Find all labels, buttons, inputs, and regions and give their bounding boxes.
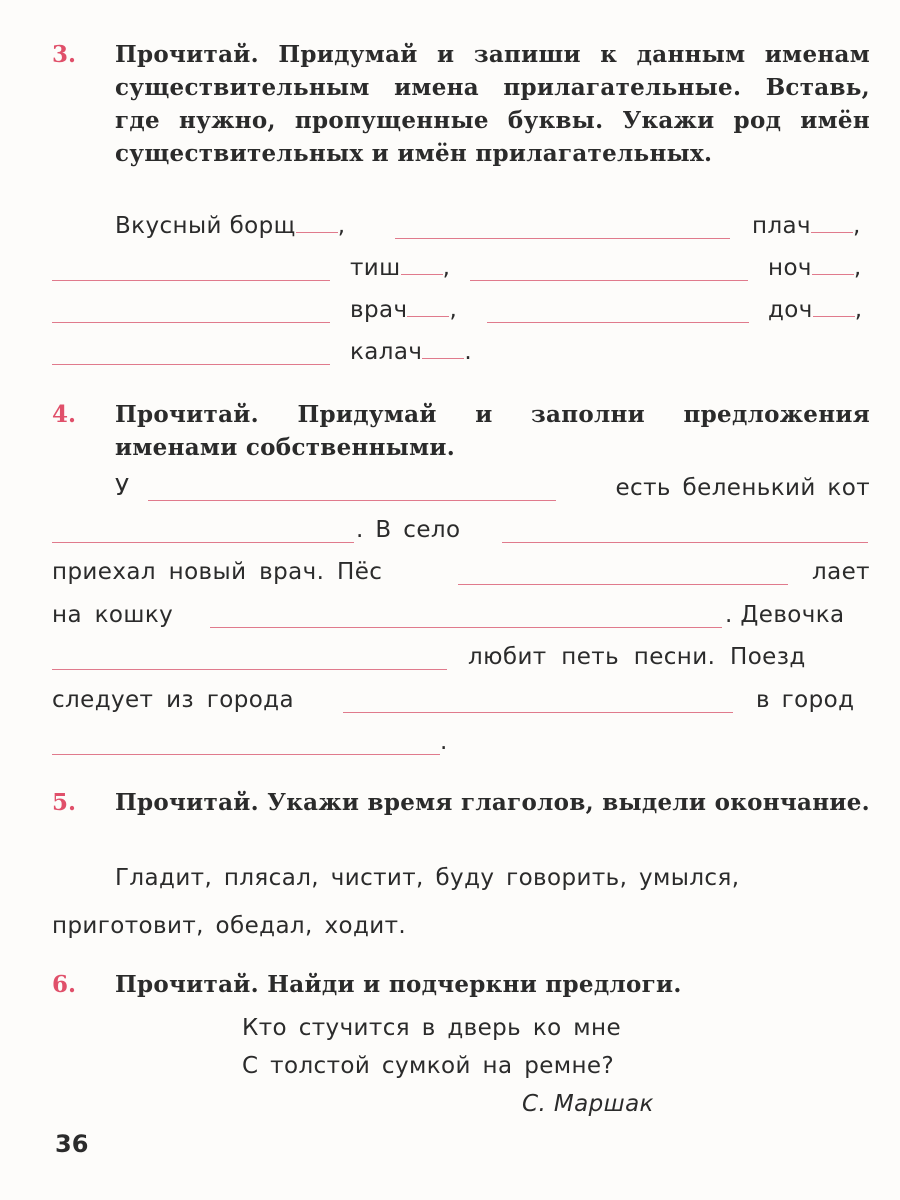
task-3-number: 3. (52, 41, 77, 68)
verb-list: приготовит, обедал, ходит. (52, 913, 407, 939)
verb-list: Гладит, плясал, чистит, буду говорить, умылся, (115, 865, 740, 891)
answer-line[interactable] (458, 584, 788, 585)
sentence-fragment: в город (756, 687, 855, 713)
sentence-fragment: любит петь песни. Поезд (468, 644, 806, 670)
sentence-fragment: следует из города (52, 687, 294, 713)
poem-line: С толстой сумкой на ремне? (242, 1053, 615, 1079)
sentence-fragment: . (440, 729, 448, 755)
answer-line[interactable] (52, 364, 330, 365)
word-borsch: Вкусный борщ , (115, 213, 346, 239)
answer-line[interactable] (52, 322, 330, 323)
word-doch: доч , (768, 297, 863, 323)
answer-line[interactable] (52, 280, 330, 281)
task-3-title: Прочитай. Придумай и запиши к данным именам существительным имена прилагательные. Вставь, где нужно, пропущенные буквы. Укажи род имён существительных и имён прилагательных. (115, 41, 870, 167)
answer-line[interactable] (148, 500, 556, 501)
answer-line[interactable] (52, 669, 447, 670)
sentence-fragment: лает (812, 559, 870, 585)
task-6-title: Прочитай. Найди и подчеркни предлоги. (115, 971, 682, 998)
answer-line[interactable] (487, 322, 749, 323)
sentence-fragment: на кошку (52, 602, 174, 628)
task-5-number: 5. (52, 789, 77, 816)
answer-line[interactable] (502, 542, 868, 543)
word-noch: ноч , (768, 255, 862, 281)
answer-line[interactable] (343, 712, 733, 713)
word-plach: плач , (752, 213, 861, 239)
task-5-title: Прочитай. Укажи время глаголов, выдели окончание. (115, 789, 870, 816)
word-vrach: врач , (350, 297, 458, 323)
page-number: 36 (55, 1130, 89, 1158)
answer-line[interactable] (52, 542, 354, 543)
poem-line: Кто стучится в дверь ко мне (242, 1015, 622, 1041)
sentence-fragment: . В село (356, 517, 461, 543)
answer-line[interactable] (52, 754, 440, 755)
word-tish: тиш , (350, 255, 451, 281)
task-4-title: Прочитай. Придумай и заполни предложения именами собственными. (115, 401, 870, 461)
sentence-fragment: есть беленький кот (615, 475, 870, 501)
word-kalach: калач . (350, 339, 473, 365)
answer-line[interactable] (395, 238, 730, 239)
answer-line[interactable] (470, 280, 748, 281)
sentence-fragment: У (115, 475, 130, 501)
task-4-number: 4. (52, 401, 77, 428)
task-6-number: 6. (52, 971, 77, 998)
answer-line[interactable] (210, 627, 722, 628)
poem-author: С. Маршак (522, 1091, 654, 1117)
sentence-fragment: . Девочка (725, 602, 845, 628)
sentence-fragment: приехал новый врач. Пёс (52, 559, 383, 585)
